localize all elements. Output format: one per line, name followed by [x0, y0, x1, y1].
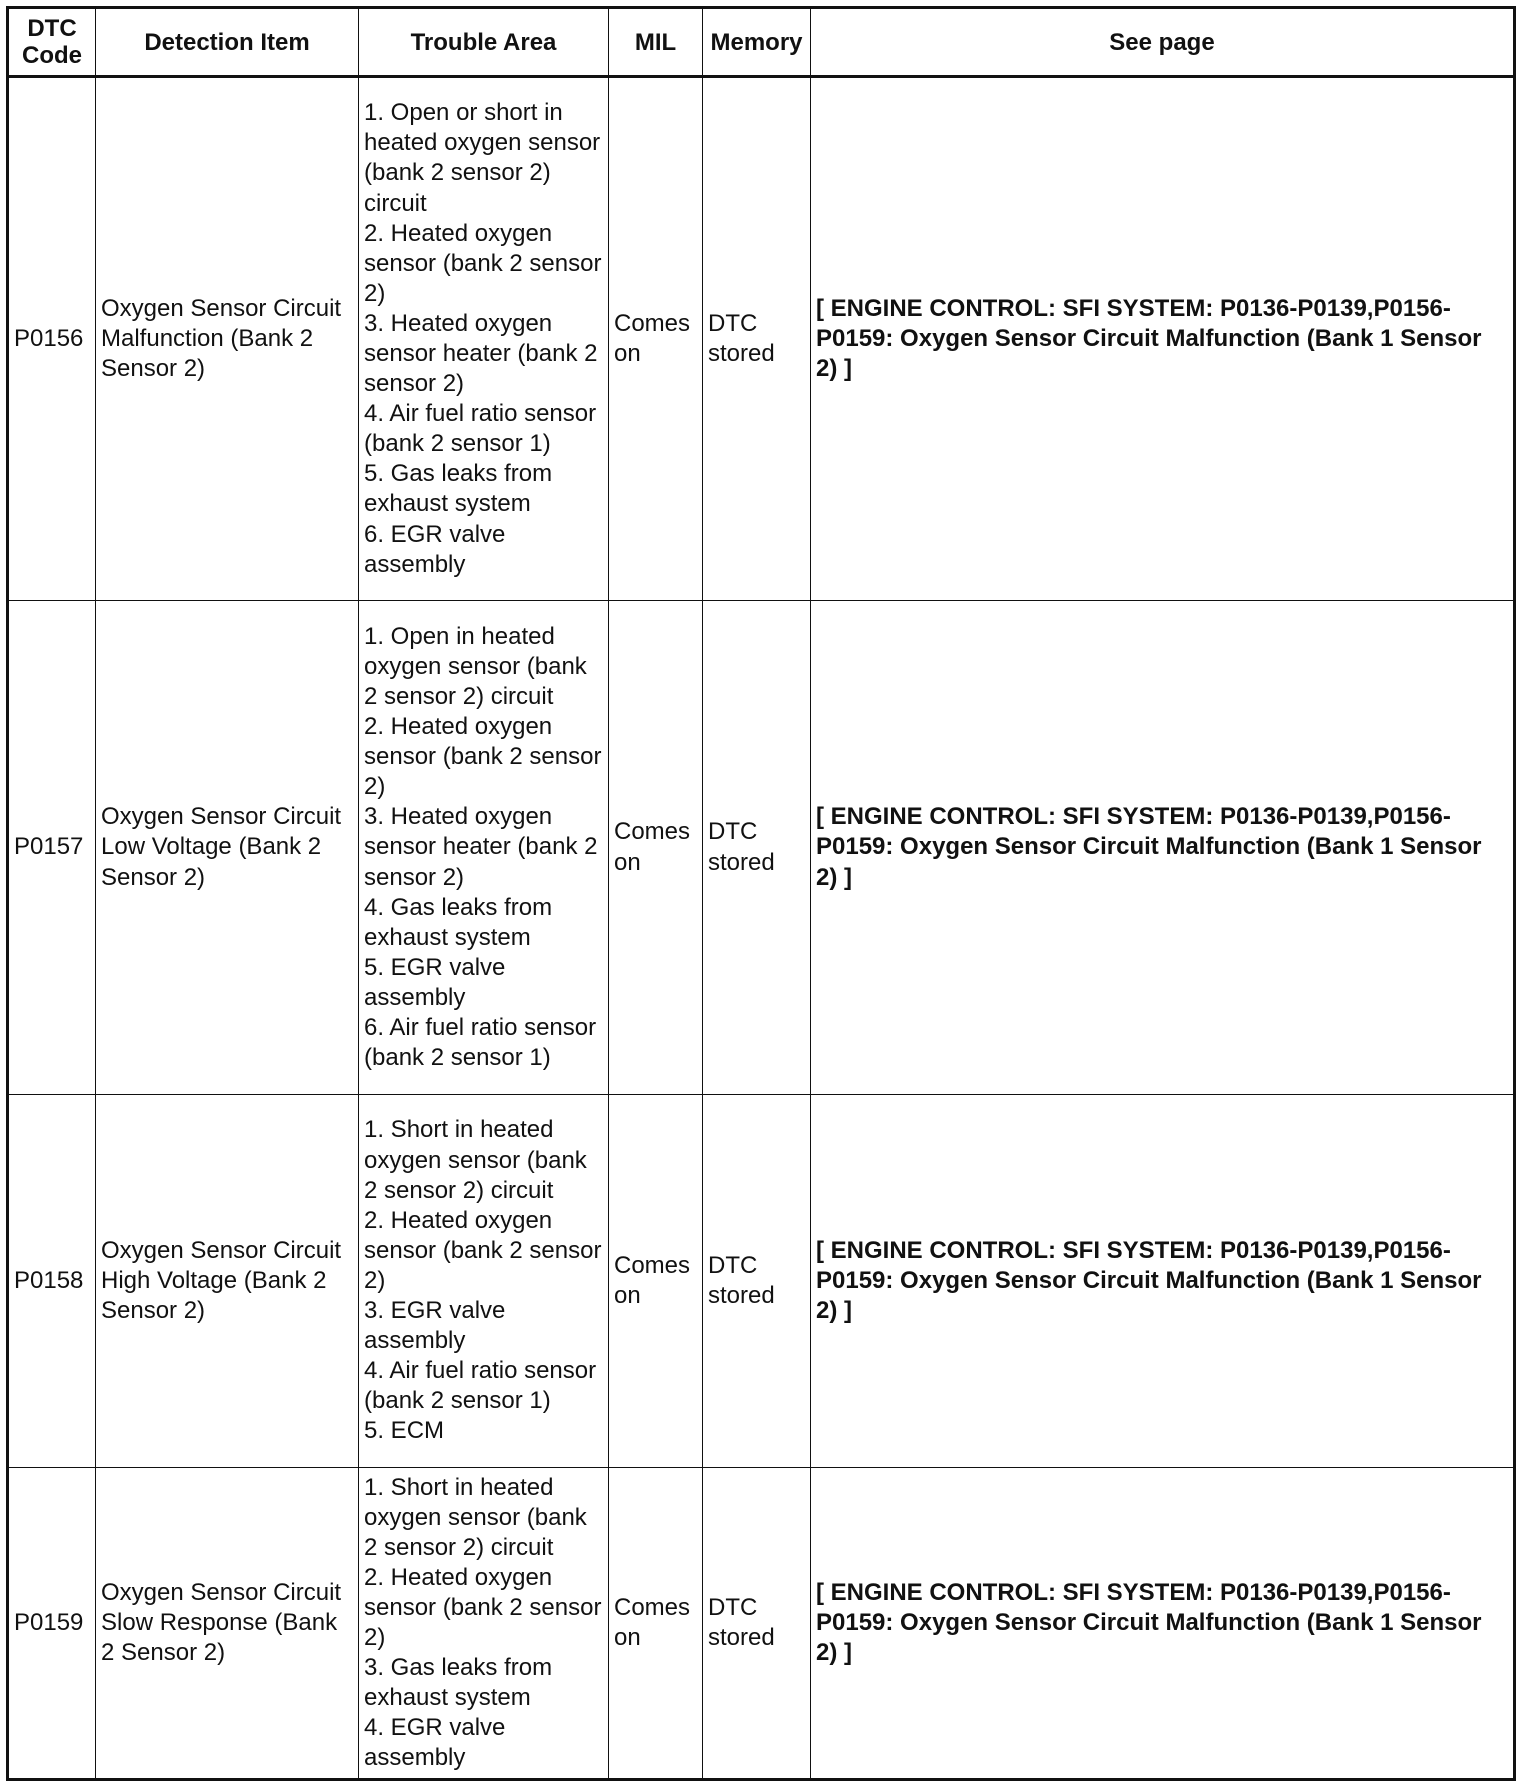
- dtc-code-cell: P0156: [8, 77, 96, 601]
- memory-cell: DTC stored: [703, 1468, 811, 1780]
- mil-cell: Comes on: [609, 601, 703, 1095]
- header-see-page: See page: [811, 8, 1515, 77]
- trouble-area-item: 2. Heated oxygen sensor (bank 2 sensor 2): [364, 713, 602, 801]
- detection-item-cell: Oxygen Sensor Circuit Slow Response (Bank 2 Sensor 2): [96, 1468, 359, 1780]
- trouble-area-item: 2. Heated oxygen sensor (bank 2 sensor 2): [364, 1206, 602, 1294]
- trouble-area-item: 4. EGR valve assembly: [364, 1714, 506, 1772]
- trouble-area-item: 6. Air fuel ratio sensor (bank 2 sensor 1): [364, 1014, 597, 1072]
- table-row: [8, 1468, 1515, 1780]
- dtc-code-cell: P0157: [8, 601, 96, 1095]
- see-page-link[interactable]: [ ENGINE CONTROL: SFI SYSTEM: P0136-P0139,P0156-P0159: Oxygen Sensor Circuit Malfunction (Bank 1 Sensor 2) ]: [816, 803, 1482, 891]
- see-page-cell: [811, 601, 1515, 1095]
- trouble-area-item: 1. Open or short in heated oxygen sensor (bank 2 sensor 2) circuit: [364, 99, 601, 217]
- see-page-cell: [811, 1468, 1515, 1780]
- trouble-area-item: 3. Heated oxygen sensor heater (bank 2 sensor 2): [364, 803, 598, 891]
- trouble-area-item: 5. EGR valve assembly: [364, 953, 506, 1011]
- see-page-link[interactable]: [ ENGINE CONTROL: SFI SYSTEM: P0136-P0139,P0156-P0159: Oxygen Sensor Circuit Malfunction (Bank 1 Sensor 2) ]: [816, 1578, 1482, 1667]
- trouble-area-cell: [359, 77, 609, 601]
- trouble-area-item: 4. Air fuel ratio sensor (bank 2 sensor 1): [364, 1357, 597, 1415]
- trouble-area-cell: [359, 1468, 609, 1780]
- header-dtc-code-label: DTC Code: [22, 15, 82, 69]
- mil-cell: Comes on: [609, 1468, 703, 1780]
- trouble-area-item: 3. Gas leaks from exhaust system: [364, 1654, 553, 1712]
- trouble-area-cell: [359, 601, 609, 1095]
- trouble-area-item: 1. Open in heated oxygen sensor (bank 2 sensor 2) circuit: [364, 622, 587, 710]
- see-page-cell: [811, 77, 1515, 601]
- trouble-area-item: 3. EGR valve assembly: [364, 1297, 506, 1355]
- detection-item-cell: Oxygen Sensor Circuit Malfunction (Bank 2 Sensor 2): [96, 77, 359, 601]
- header-trouble-area: Trouble Area: [359, 8, 609, 77]
- trouble-area-item: 5. Gas leaks from exhaust system: [364, 460, 553, 518]
- table-header-row: [8, 8, 1515, 77]
- table-row: [8, 601, 1515, 1095]
- header-detection-item: Detection Item: [96, 8, 359, 77]
- trouble-area-item: 1. Short in heated oxygen sensor (bank 2 sensor 2) circuit: [364, 1116, 587, 1204]
- see-page-link[interactable]: [ ENGINE CONTROL: SFI SYSTEM: P0136-P0139,P0156-P0159: Oxygen Sensor Circuit Malfunction (Bank 1 Sensor 2) ]: [816, 1236, 1482, 1325]
- trouble-area-item: 4. Air fuel ratio sensor (bank 2 sensor 1): [364, 400, 597, 458]
- detection-item-cell: Oxygen Sensor Circuit Low Voltage (Bank 2 Sensor 2): [96, 601, 359, 1095]
- mil-cell: Comes on: [609, 1095, 703, 1468]
- see-page-cell: [811, 1095, 1515, 1468]
- see-page-link[interactable]: [ ENGINE CONTROL: SFI SYSTEM: P0136-P0139,P0156-P0159: Oxygen Sensor Circuit Malfunction (Bank 1 Sensor 2) ]: [816, 294, 1482, 383]
- trouble-area-item: 1. Short in heated oxygen sensor (bank 2 sensor 2) circuit: [364, 1473, 587, 1561]
- header-dtc-code: [8, 8, 96, 77]
- memory-cell: DTC stored: [703, 77, 811, 601]
- trouble-area-item: 6. EGR valve assembly: [364, 520, 506, 578]
- header-memory: Memory: [703, 8, 811, 77]
- trouble-area-item: 2. Heated oxygen sensor (bank 2 sensor 2): [364, 1563, 602, 1651]
- trouble-area-cell: [359, 1095, 609, 1468]
- trouble-area-item: 2. Heated oxygen sensor (bank 2 sensor 2): [364, 219, 602, 307]
- trouble-area-item: 4. Gas leaks from exhaust system: [364, 893, 553, 951]
- table-row: [8, 1095, 1515, 1468]
- trouble-area-item: 3. Heated oxygen sensor heater (bank 2 sensor 2): [364, 309, 598, 398]
- dtc-table: [6, 6, 1516, 1781]
- header-mil: MIL: [609, 8, 703, 77]
- detection-item-cell: Oxygen Sensor Circuit High Voltage (Bank 2 Sensor 2): [96, 1095, 359, 1468]
- memory-cell: DTC stored: [703, 1095, 811, 1468]
- dtc-code-cell: P0158: [8, 1095, 96, 1468]
- trouble-area-item: 5. ECM: [364, 1417, 445, 1445]
- memory-cell: DTC stored: [703, 601, 811, 1095]
- dtc-code-cell: P0159: [8, 1468, 96, 1780]
- table-row: [8, 77, 1515, 601]
- mil-cell: Comes on: [609, 77, 703, 601]
